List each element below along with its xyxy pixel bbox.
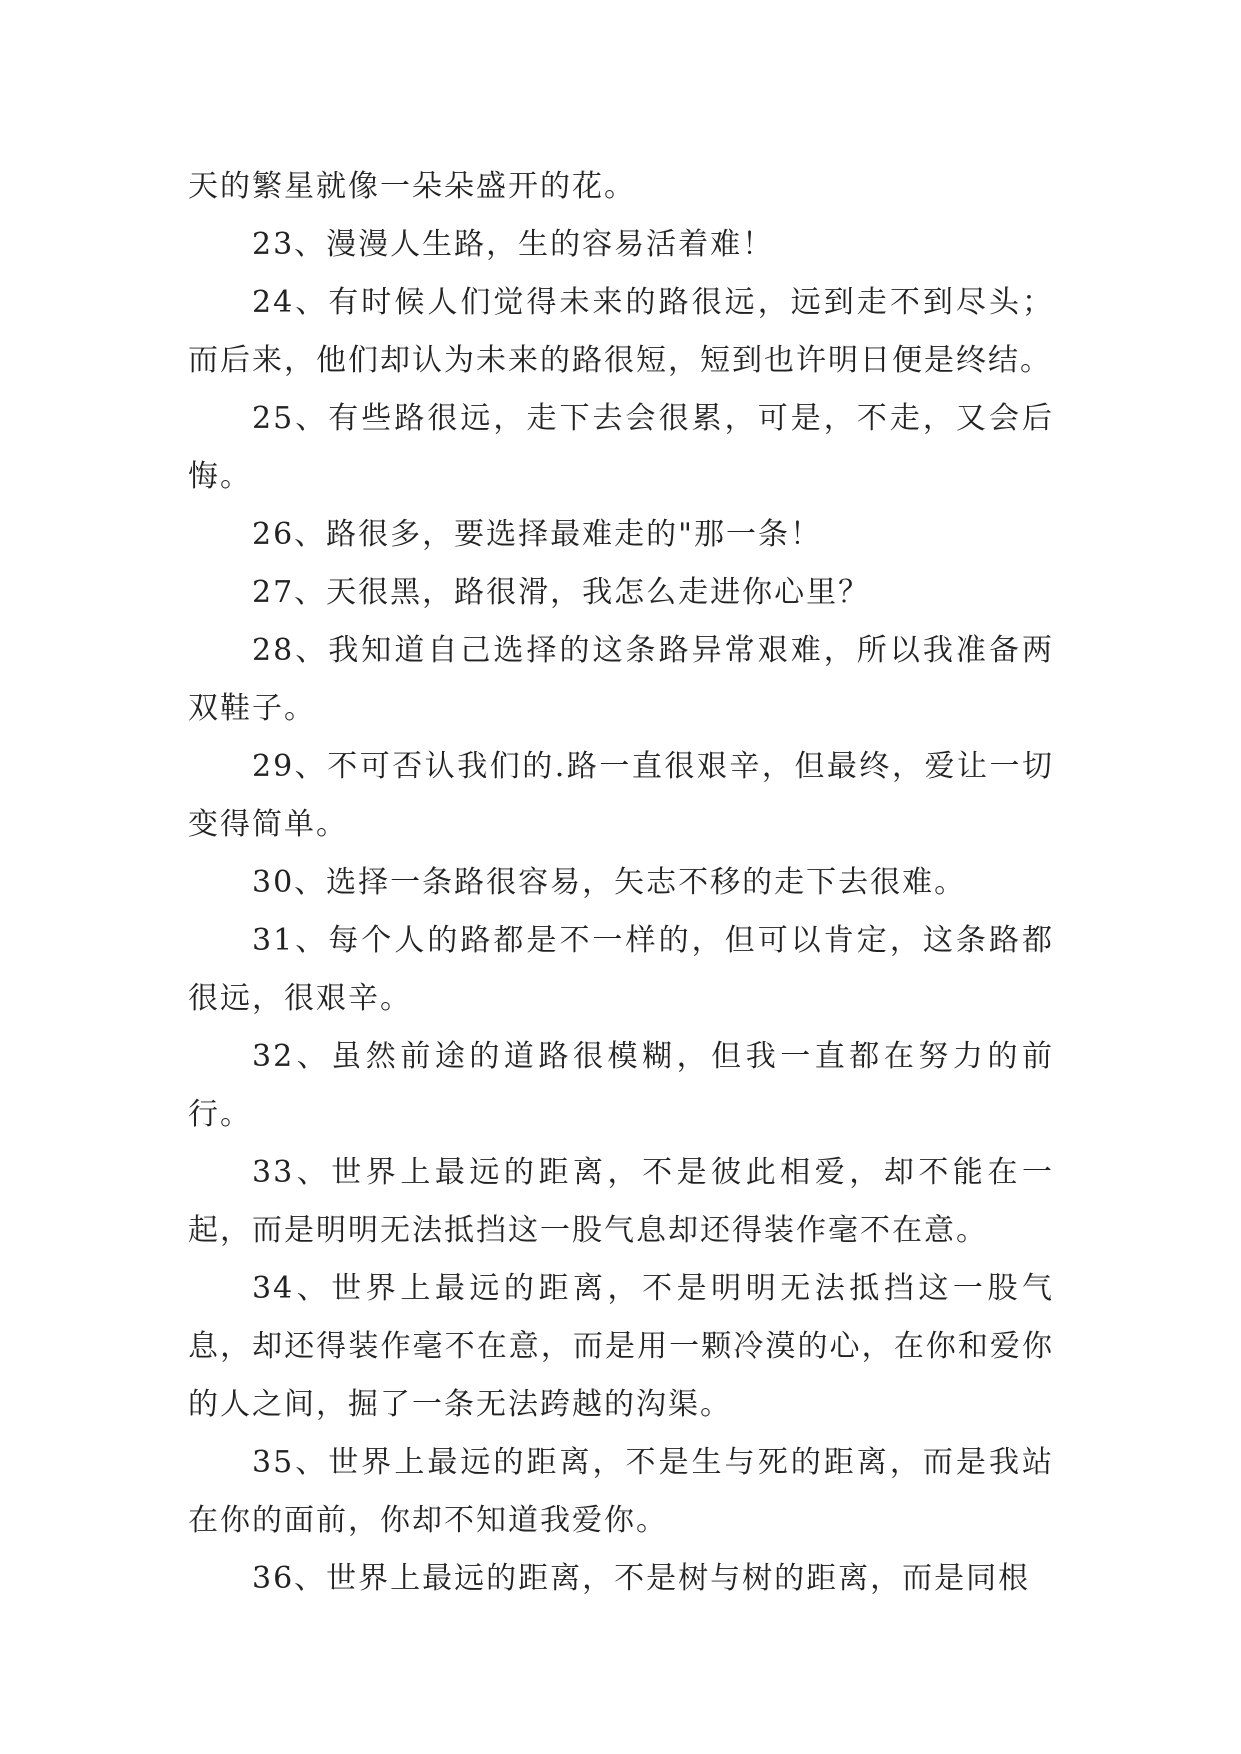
paragraph-28: 28、我知道自己选择的这条路异常艰难，所以我准备两双鞋子。 xyxy=(188,633,1054,726)
paragraph-26: 26、路很多，要选择最难走的"那一条！ xyxy=(252,517,822,552)
paragraph-31: 31、每个人的路都是不一样的，但可以肯定，这条路都很远，很艰辛。 xyxy=(188,923,1054,1016)
paragraph-continuation: 天的繁星就像一朵朵盛开的花。 xyxy=(188,169,636,204)
paragraph-34: 34、世界上最远的距离，不是明明无法抵挡这一股气息，却还得装作毫不在意，而是用一颗冷漠的心，在你和爱你的人之间，掘了一条无法跨越的沟渠。 xyxy=(188,1271,1054,1422)
paragraph-35: 35、世界上最远的距离，不是生与死的距离，而是我站在你的面前，你却不知道我爱你。 xyxy=(188,1445,1054,1538)
paragraph-25: 25、有些路很远，走下去会很累，可是，不走，又会后悔。 xyxy=(188,401,1054,494)
paragraph-30: 30、选择一条路很容易，矢志不移的走下去很难。 xyxy=(252,865,967,900)
paragraph-32: 32、虽然前途的道路很模糊，但我一直都在努力的前行。 xyxy=(188,1039,1054,1132)
document-body xyxy=(188,158,1054,1608)
paragraph-33: 33、世界上最远的距离，不是彼此相爱，却不能在一起，而是明明无法抵挡这一股气息却还得装作毫不在意。 xyxy=(188,1155,1054,1248)
paragraph-29: 29、不可否认我们的.路一直很艰辛，但最终，爱让一切变得简单。 xyxy=(188,749,1054,842)
paragraph-24: 24、有时候人们觉得未来的路很远，远到走不到尽头；而后来，他们却认为未来的路很短，短到也许明日便是终结。 xyxy=(188,285,1054,378)
paragraph-23: 23、漫漫人生路，生的容易活着难！ xyxy=(252,227,775,262)
paragraph-27: 27、天很黑，路很滑，我怎么走进你心里？ xyxy=(252,575,871,610)
paragraph-36: 36、世界上最远的距离，不是树与树的距离，而是同根 xyxy=(252,1561,1031,1596)
